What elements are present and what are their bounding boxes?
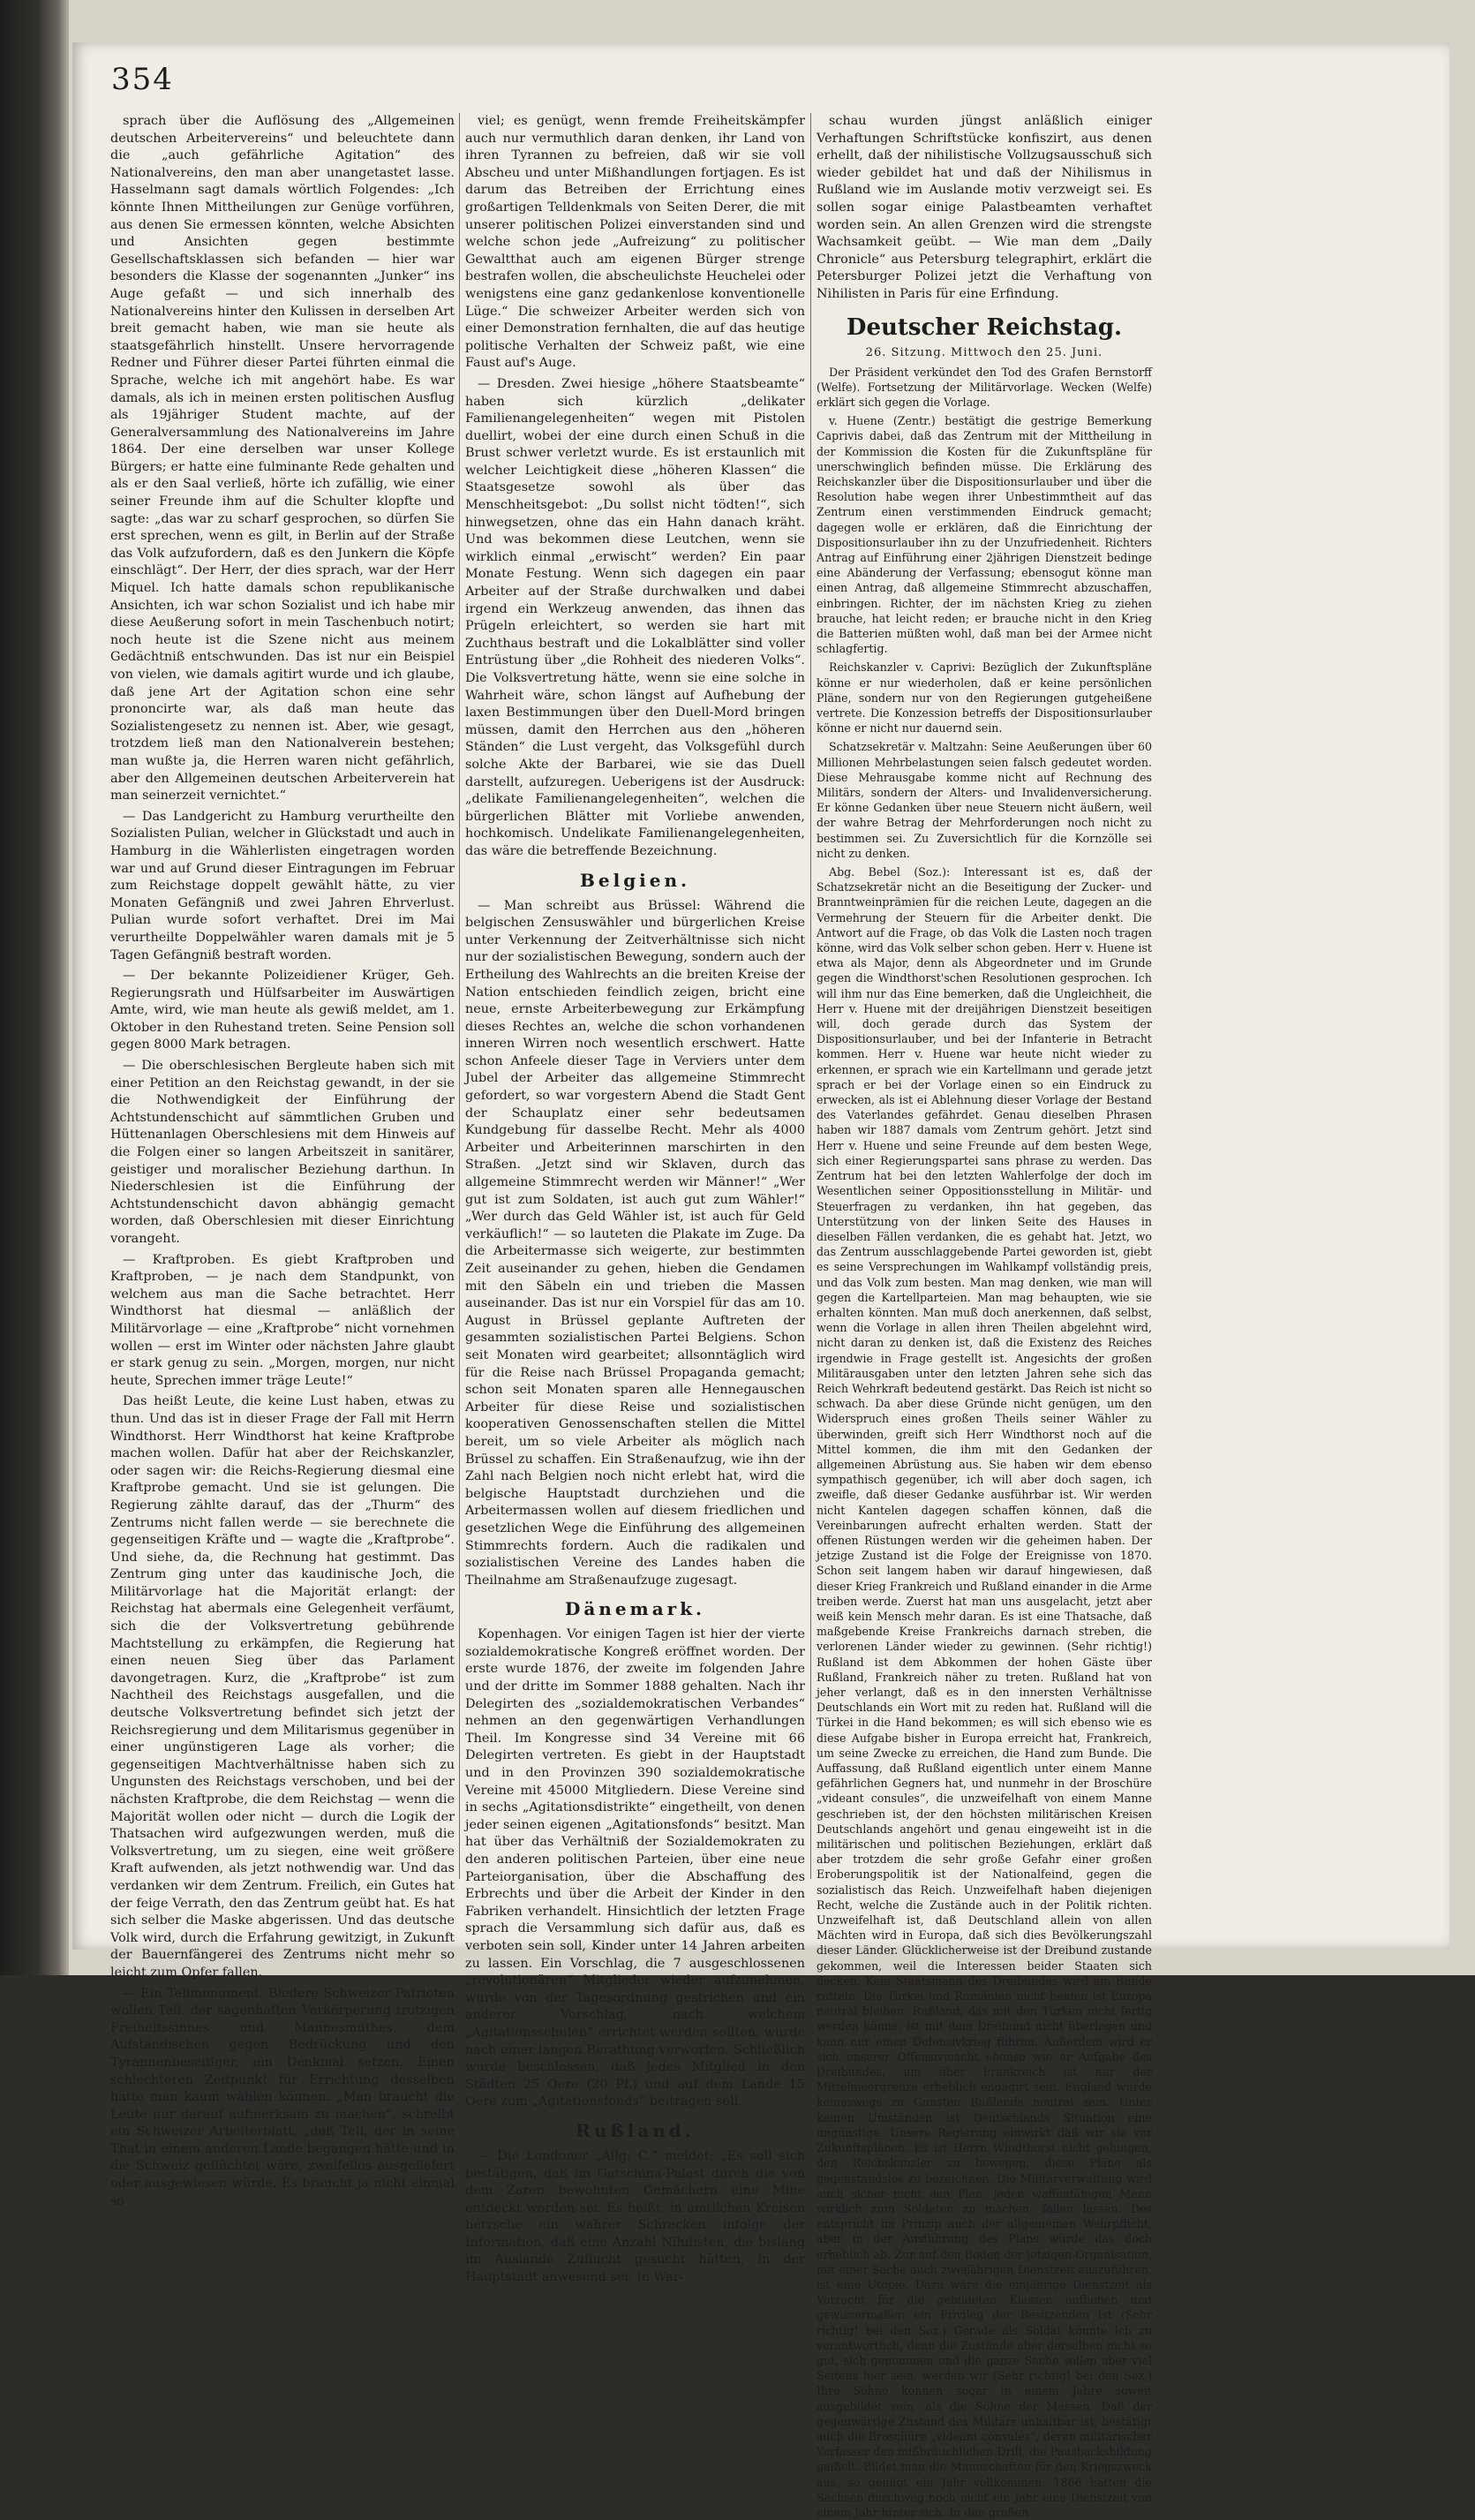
article-paragraph: Der Präsident verkündet den Tod des Grafen Bernstorff (Welfe). Fortsetzung der Militärvorlage. Wecken (Welfe) erklärt sich gegen die Vorlage. <box>817 365 1152 409</box>
article-paragraph: — Dresden. Zwei hiesige „höhere Staatsbeamte“ haben sich kürzlich „delikater Familienangelegenheiten“ wegen mit Pistolen duellirt, wobei der eine durch einen Schuß in die Brust schwer verletzt wurde. Es ist erstaunlich mit welcher Leichtigkeit diese „höheren Klassen“ die Staatsgesetze sowohl als über das Menschheitsgebot: „Du sollst nicht tödten!“, sich hinwegsetzen, ohne das ein Hahn danach kräht. Und was bekommen diese Leutchen, wenn sie wirklich einmal „erwischt“ werden? Ein paar Monate Festung. Wenn sich dagegen ein paar Arbeiter auf der Straße durchwalken und dabei irgend ein Werkzeug anwenden, das ihnen das Prügeln erleichtert, so werden sie hart mit Zuchthaus bestraft und die Lokalblätter sind voller Entrüstung über „die Rohheit des niederen Volks“. Die Volksvertretung hätte, wenn sie eine solche in Wahrheit wäre, schon längst auf Aufhebung der laxen Bestimmungen über den Duell-Mord bringen müssen, damit den Herrchen aus den „höheren Ständen“ die Lust vergeht, das Volksgefühl durch solche Akte der Barbarei, wie sie das Duell darstellt, aufzuregen. Ueberigens ist der Ausdruck: „delikate Familienangelegenheiten“, welchen die bürgerlichen Blätter mit Vorliebe anwenden, hochkomisch. Undelikate Familienangelegenheiten, das wäre die betreffende Bezeichnung. <box>465 376 805 858</box>
article-paragraph: Das heißt Leute, die keine Lust haben, etwas zu thun. Und das ist in dieser Frage der Fall mit Herrn Windthorst. Herr Windthorst hat keine Kraftprobe machen wollen. Dafür hat aber der Reichskanzler, oder sagen wir: die Reichs-Regierung diesmal eine Kraftprobe gemacht. Und sie ist gelungen. Die Regierung zählte darauf, das der „Thurm“ des Zentrums nicht fallen werde — sie berechnete die gegenseitigen Kräfte und — wagte die „Kraftprobe“. Und siehe, da, die Rechnung hat gestimmt. Das Zentrum ging unter das kaudinische Joch, die Militärvorlage hat die Majorität erlangt: der Reichstag hat abermals eine Gelegenheit verfäumt, sich die der Volksvertretung gebührende Machtstellung zu erkämpfen, die Regierung hat einen neuen Sieg über das Parlament davongetragen. Kurz, die „Kraftprobe“ ist zum Nachtheil des Reichstags ausgefallen, und die deutsche Volksvertretung befindet sich jetzt der Reichsregierung und dem Militarismus gegenüber in einer ungünstigeren Lage als vorher; die gegenseitigen Machtverhältnisse haben sich zu Ungunsten des Reichstags verschoben, und bei der nächsten Kraftprobe, die dem Reichstag — wenn die Majorität wollen oder nicht — durch die Logik der Thatsachen wird aufgezwungen werden, muß die Volksvertretung, um zu siegen, eine weit größere Kraft aufwenden, als jetzt nothwendig war. Und das verdanken wir dem Zentrum. Freilich, ein Gutes hat der feige Verrath, den das Zentrum geübt hat. Es hat sich selber die Maske abgerissen. Und das deutsche Volk wird, durch die Erfahrung gewitzigt, in Zukunft der Bauernfängerei des Zentrums nicht mehr so leicht zum Opfer fallen. <box>110 1394 455 1980</box>
section-heading-daenemark: Dänemark. <box>564 1598 706 1620</box>
article-paragraph: — Kraftproben. Es giebt Kraftproben und Kraftproben, — je nach dem Standpunkt, von welchem aus man die Sache betrachtet. Herr Windthorst hat diesmal — anläßlich der Militärvorlage — eine „Kraftprobe“ nicht vornehmen wollen — erst im Winter oder nächsten Jahre glaubt er stark genug zu sein. „Morgen, morgen, nur nicht heute, Sprechen immer träge Leute!“ <box>110 1252 455 1388</box>
session-dateline: 26. Sitzung. Mittwoch den 25. Juni. <box>865 345 1103 359</box>
column-1 <box>110 113 455 2208</box>
article-paragraph: Kopenhagen. Vor einigen Tagen ist hier der vierte sozialdemokratische Kongreß eröffnet worden. Der erste wurde 1876, der zweite im folgenden Jahre und der dritte im Sommer 1888 gehalten. Nach ihr Delegirten des „sozialdemokratischen Verbandes“ nehmen an den gegenwärtigen Verhandlungen Theil. Im Kongresse sind 34 Vereine mit 66 Delegirten vertreten. Es giebt in der Hauptstadt und in den Provinzen 390 sozialdemokratische Vereine mit 45000 Mitgliedern. Diese Vereine sind in sechs „Agitationsdistrikte“ eingetheilt, von denen jeder seinen eigenen „Agitationsfonds“ besitzt. Man hat über das Verhältniß der Sozialdemokraten zu den anderen politischen Parteien, über eine neue Parteiorganisation, über die Abschaffung des Erbrechts und über die Arbeit der Kinder in den Fabriken verhandelt. Hinsichtlich der letzten Frage sprach die Versammlung sich dafür aus, daß es verboten sein soll, Kinder unter 14 Jahren arbeiten zu lassen. Ein Vorschlag, die 7 ausgeschlossenen „revolutionären“ Mitglieder wieder aufzunehmen, wurde von der Tagesordnung gestrichen und ein anderer Vorschlag, nach welchem „Agitationsschulen“ errichtet werden sollten, wurde nach einer langen Berathung verworfen. Schließlich wurde beschlossen, daß jedes Mitglied in den Städten 25 Oere (20 Pf.) und auf dem Lande 15 Oere zum „Agitationsfonds“ beitragen soll. <box>465 1627 805 2109</box>
column-2 <box>465 113 805 2285</box>
article-paragraph: Abg. Bebel (Soz.): Interessant ist es, daß der Schatzsekretär nicht an die Beseitigung der Zucker- und Branntweinprämien für die reichen Leute, dagegen an die Vermehrung der Steuern für die Arbeiter denkt. Die Antwort auf die Frage, ob das Volk die Lasten noch tragen könne, wird das Volk selber schon geben. Herr v. Huene ist etwa als Major, denn als Abgeordneter und im Grunde gegen die Windthorst'schen Resolutionen gesprochen. Ich will ihm nur das Eine bemerken, daß die Ungleichheit, die Herr v. Huene mit der dreijährigen Dienstzeit beseitigen will, doch gerade durch das System der Dispositionsurlauber, und bei der Infanterie in Betracht kommen. Herr v. Huene war heute nicht wieder zu erkennen, er sprach wie ein Kartellmann und gerade jetzt sprach er bei der Vorlage einen so ein Eindruck zu erwecken, als ist ei Ablehnung dieser Vorlage der Bestand des Vaterlandes gefährdet. Genau dieselben Phrasen haben wir 1887 damals vom Zentrum gehört. Jetzt sind Herr v. Huene und seine Freunde auf dem besten Wege, sich einer Regierungspartei sans phrase zu werden. Das Zentrum hat bei den letzten Wahlerfolge der doch im Wesentlichen seiner Oppositionsstellung in Militär- und Steuerfragen zu verdanken, ihn hat gegeben, das Unterstützung von der linken Seite des Hauses in dieselben Fällen verdanken, die es gehabt hat. Jetzt, wo das Zentrum ausschlaggebende Partei geworden ist, giebt es seine Versprechungen im Wahlkampf vollständig preis, und das Volk zum besten. Man mag denken, wie man will gegen die Kartellparteien. Man mag behaupten, wie sie erhalten könnten. Man muß doch anerkennen, daß selbst, wenn die Vorlage in allen ihren Theilen abgelehnt wird, nicht daran zu denken ist, daß die Existenz des Reiches irgendwie in Frage gestellt ist. Angesichts der großen Militärausgaben unter den letzten Jahren sehe sich das Reich Wehrkraft bedeutend gestärkt. Das Reich ist nicht so schwach. Da aber diese Gründe nicht genügen, um den Widerspruch eines großen Theils seiner Wähler zu überwinden, greift sich Herr Windthorst noch auf die Mittel kommen, die ihm mit den Gedanken der allgemeinen Abrüstung aus. Sie haben wir dem ebenso sympathisch gegenüber, ich will aber doch sagen, ich zweifle, daß dieser Gedanke ausführbar ist. Wir werden nicht Kantelen dagegen schaffen können, daß die Vereinbarungen aufrecht erhalten werden. Statt der offenen Rüstungen werden wir die geheimen haben. Der jetzige Zustand ist die Folge der Ereignisse von 1870. Schon seit langem haben wir darauf hingewiesen, daß dieser Krieg Frankreich und Rußland einander in die Arme treiben werde. Zuerst hat man uns ausgelacht, jetzt aber weiß kein Mensch mehr daran. Es ist eine Thatsache, daß maßgebende Kreise Frankreichs darnach streben, die verlorenen Länder wieder zu gewinnen. (Sehr richtig!) Rußland ist dem Abkommen der hohen Gäste über Rußland, Frankreich näher zu treten. Rußland hat von jeher verlangt, daß es in den innersten Verhältnisse Deutschlands ein Wort mit zu reden hat. Rußland will die Türkei in die Hand bekommen; es will sich ebenso wie es diese Aufgabe bisher in Europa erreicht hat, Frankreich, um seine Zwecke zu erreichen, die Hand zum Bunde. Die Auffassung, daß Rußland eigentlich unter einem Manne gefährlichen Gegners hat, und nunmehr in der Broschüre „videant consules“, die unzweifelhaft von einem Manne geschrieben ist, der den höchsten militärischen Kreisen Deutschlands angehört und genau eingeweiht ist in die militärischen und politischen Beziehungen, erklärt daß aber trotzdem die sehr große Gefahr einer großen Eroberungspolitik ist der Nationalfeind, gegen die sozialistisch das Reich. Unzweifelhaft haben diejenigen Recht, welche die Zustände auch in der Politik richten. Unzweifelhaft ist, daß Deutschland allein von allen Mächten wird in Europa, daß sich dies Bevölkerungszahl dieser Länder. Glücklicherweise ist der Dreibund zustande gekommen, weil die Interessen beider Staaten sich decken. Kein Staatsmann des Dreibundes wird am Bunde rütteln. Die Türkei und Rumänien nicht beiden ist Europa neutral bleiben. Rußland, das mit den Türken nicht fertig werden könne, ist mit dem Dreibund nicht überlegen und kann nur einen Defensivkrieg führen. Außerdem wird er sich unserer Offensivmacht ebenso wie er Aufgabe des Dreibundes, um über Frankreich ist nur der Mittelmeergrenze erheblich engagirt sein. England würde keineswegs zu Gunsten Rußlands neutral sein. Unter keinen Umständen ist Deutschlands Situation eine ungünstige. Unsere Regierung einwirkt daß wir sie vor Zukunftsplänen. Es ist Herrn Windthorst nicht gelungen, den Reichskanzler zu bewegen, diese Pläne als gegenstandslos zu bezeichnen. Die Militärverwaltung wird auch sicher nicht den Plan, jeden waffenfähigen Mann wirklich zum Soldaten zu machen, fallen lassen. Des entspricht im Prinzip auch der allgemeinen Wehrpflicht, aber in der Ausführung des Plans würde das doch erheblich ab. Zur auf den Boden der jetzigen Organisation, mit einer Sache auch zweijährigen Dienstzeit auszuführen, ist eine Utopie. Dazu wäre die einjährige Dienstzeit als Vorrecht für die gebildeten Klassen aufheben und gewissermaßen ein Privileg der Besitzenden ist (Sehr richtig! bei den Soz.) Gerade als Soldat könnte ich zu verantwortlich, denn die Zustände aber derselben nicht so gut, sich genommen und die ganze Sache sollen aber viel Seitens hier sein, werden wir (Sehr richtig! bei den Soz.) Ihre Söhne können sogar in einem Jahre soweit ausgebildet sein, als die Söhne der Massen. Daß der gegenwärtige Zustand des Militärs unhaltbar ist, bestätigt auch die Broschüre „videant consules“, deren militärischer Verfasser den mißbräuchlichen Drill, die Pausbacksbildung geißelt. Bildet man die Mannschaften für den Kriegszweck aus, so genügt ein Jahr vollkommen. 1866 hatten die Sachsen durchweg noch nicht ein Jahr eine Dienstzeit von einem Jahr hinter sich. In den großen <box>817 865 1152 2519</box>
section-heading-reichstag: Deutscher Reichstag. <box>846 313 1123 341</box>
column-3 <box>817 113 1152 2519</box>
article-paragraph: — Das Landgericht zu Hamburg verurtheilte den Sozialisten Pulian, welcher in Glückstadt und auch in Hamburg in die Wählerlisten eingetragen worden war und auf Grund dieser Eintragungen im Februar zum Reichstage doppelt gewählt hätte, zu vier Monaten Gefängniß und zwei Jahren Ehrverlust. Pulian wurde sofort verhaftet. Drei im Mai verurtheilte Doppelwähler waren damals mit je 5 Tagen Gefängniß bestraft worden. <box>110 809 455 962</box>
article-paragraph: — Man schreibt aus Brüssel: Während die belgischen Zensuswähler und bürgerlichen Kreise unter Verkennung der Zeitverhältnisse sich nicht nur der sozialistischen Bewegung, sondern auch der Ertheilung des Wahlrechts an die breiten Kreise der Nation entschieden feindlich zeigen, bricht eine neue, ernste Arbeiterbewegung zur Erkämpfung dieses Rechtes an, welche die schon vorhandenen inneren Wirren noch wesentlich erschwert. Hatte schon Anfeele dieser Tage in Verviers unter dem Jubel der Arbeiter das allgemeine Stimmrecht gefordert, so war vorgestern Abend die Stadt Gent der Schauplatz einer sehr bedeutsamen Kundgebung für dasselbe Recht. Mehr als 4000 Arbeiter und Arbeiterinnen marschirten in den Straßen. „Jetzt sind wir Sklaven, durch das allgemeine Stimmrecht werden wir Männer!“ „Wer gut ist zum Soldaten, ist auch gut zum Wähler!“ „Wer durch das Geld Wähler ist, ist auch für Geld verkäuflich!“ — so lauteten die Plakate im Zuge. Da die Arbeitermasse sich weigerte, zur bestimmten Zeit auseinander zu gehen, hieben die Gendamen mit den Säbeln ein und trieben die Massen auseinander. Das ist nur ein Vorspiel für das am 10. August in Brüssel geplante Auftreten der gesammten sozialistischen Partei Belgiens. Schon seit Monaten wird gearbeitet; allsonntäglich wird für die Reise nach Brüssel Propaganda gemacht; schon seit Monaten sparen alle Hennegauschen Arbeiter für diese Reise und sozialistischen kooperativen Genossenschaften stellen die Mittel bereit, um so viele Arbeiter als möglich nach Brüssel zu schaffen. Ein Straßenaufzug, wie ihn der Zahl nach Belgien noch nicht erlebt hat, wird die belgische Hauptstadt durchziehen und die Arbeitermassen wollen auf diesem friedlichen und gesetzlichen Wege die Einführung des allgemeinen Stimmrechts fordern. Auch die radikalen und sozialistischen Vereine des Landes haben die Theilnahme am Straßenaufzuge zugesagt. <box>465 898 805 1588</box>
article-paragraph: Schatzsekretär v. Maltzahn: Seine Aeußerungen über 60 Millionen Mehrbelastungen seien falsch gedeutet worden. Diese Mehrausgabe komme nicht auf Rechnung des Militärs, sondern der Alters- und Invalidenversicherung. Er könne Gedanken über neue Steuern nicht äußern, weil der wahre Betrag der Mehrforderungen noch nicht zu bestimmen sei. Zu Zuversichtlich für die Kornzölle sei nicht zu denken. <box>817 740 1152 860</box>
article-paragraph: — Die oberschlesischen Bergleute haben sich mit einer Petition an den Reichstag gewandt, in der sie die Nothwendigkeit der Einführung der Achtstundenschicht auf sämmtlichen Gruben und Hüttenanlagen Oberschlesiens mit dem Hinweis auf die Folgen einer so langen Arbeitszeit in sanitärer, geistiger und moralischer Beziehung darthun. In Niederschlesien ist die Einführung der Achtstundenschicht davon abhängig gemacht worden, daß Oberschlesien mit dieser Einrichtung vorangeht. <box>110 1059 455 1246</box>
article-paragraph: schau wurden jüngst anläßlich einiger Verhaftungen Schriftstücke konfiszirt, aus denen erhellt, daß der nihilistische Vollzugsausschuß sich wieder gebildet hat und daß der Nihilismus in Rußland wie im Auslande motiv verzweigt sei. Es sollen sogar einige Palastbeamten verhaftet worden sein. An allen Grenzen wird die strengste Wachsamkeit geübt. — Wie man dem „Daily Chronicle“ aus Petersburg telegraphirt, erklärt die Petersburger Polizei jetzt die Verhaftung von Nihilisten in Paris für eine Erfindung. <box>817 114 1152 301</box>
article-paragraph: viel; es genügt, wenn fremde Freiheitskämpfer auch nur vermuthlich daran denken, ihr Land von ihren Tyrannen zu befreien, daß wir sie voll Abscheu und unter Mißhandlungen fortjagen. Es ist darum das Betreiben der Errichtung eines großartigen Telldenkmals von Seiten Derer, die mit unserer politischen Polizei einverstanden sind und welche schon jede „Aufreizung“ zu politischer Gewaltthat auch am eigenen Bürger strenge bestrafen wollen, die abscheulichste Heuchelei oder wenigstens eine ganz gedankenlose konventionelle Lüge.“ Die schweizer Arbeiter werden sich von einer Demonstration fernhalten, die auf das heutige politische Verhalten der Schweiz paßt, wie eine Faust auf's Auge. <box>465 114 805 371</box>
article-paragraph: sprach über die Auflösung des „Allgemeinen deutschen Arbeitervereins“ und beleuchtete dann die „auch gefährliche Agitation“ des Nationalvereins, den man aber unangetastet lasse. Hasselmann sagt damals wörtlich Folgendes: „Ich könnte Ihnen Mittheilungen zur Genüge vorführen, aus denen Sie ermessen könnten, welche Absichten und Ansichten gegen bestimmte Gesellschaftsklassen sich befanden — hier war besonders die Klasse der sogenannten „Junker“ ins Auge gefaßt — und sich innerhalb des Nationalvereins hinter den Kulissen in derselben Art breit gemacht haben, wie man sie heute als staatsgefährlich hinstellt. Unsere hervorragende Redner und Führer dieser Partei führten einmal die Sprache, welche ich mit angehört habe. Es war damals, als ich in meinen ersten politischen Ausflug als 19jähriger Student machte, auf der Generalversammlung des Nationalvereins im Jahre 1864. Der eine derselben war unser Kollege Bürgers; er hatte eine fulminante Rede gehalten und als er den Saal verließ, hörte ich zufällig, wie einer seiner Freunde ihm auf die Schulter klopfte und sagte: „das war zu scharf gesprochen, so dürfen Sie erst sprechen, wenn es gilt, in Berlin auf der Straße das Volk aufzufordern, daß es den Junkern die Köpfe einschlägt“. Der Herr, der dies sprach, war der Herr Miquel. Ich hatte damals schon republikanische Ansichten, ich war schon Sozialist und ich habe mir diese Aeußerung sofort in mein Taschenbuch notirt; noch heute ist die Szene nicht aus meinem Gedächtniß entschwunden. Das ist nur ein Beispiel von vielen, wie damals agitirt wurde und ich glaube, daß jene Art der Agitation schon eine sehr prononcirte war, als daß man heute das Sozialistengesetz zu nennen ist. Aber, wie gesagt, trotzdem ließ man den Nationalverein bestehen; man wußte ja, die Herren waren nicht gefährlich, aber den Allgemeinen deutschen Arbeiterverein hat man seinerzeit vernichtet.“ <box>110 114 455 804</box>
section-heading-russland: Rußland. <box>576 2119 695 2141</box>
book-binding <box>0 0 69 1975</box>
column-divider <box>459 113 460 1879</box>
article-paragraph: — Ein Tellmonument. Biedere Schweizer Patrioten wollen Tell, der sagenhaften Verkörperung trotzigen Freiheitssinnes und Mannesmuthes, dem Aufständischen gegen Bedrückung und den Tyrannenbeseitiger, ein Denkmal setzen. Einen schlechteren Zeitpunkt für Errichtung desselben hätte man kaum wählen können. „Man braucht die Leute nur darauf aufmerksam zu machen“, schreibt ein Schweizer Arbeiterblatt, „daß Tell, der in seine That in einem anderen Lande begangen hätte und in die Schweiz geflüchtet wäre, zweifellos ausgeliefert oder ausgewiesen würde. Es braucht ja nicht einmal so <box>110 1986 455 2208</box>
article-paragraph: — Die Londoner „Allg. C.“ meldet: „Es soll sich bestätigen, daß im Gatschina-Palast durch die von dem Zaren bewohnten Gemächern eine Mine entdeckt worden sei. Es heißt, in amtlichen Kreisen herrsche ein wahrer Schrecken infolge der Information, daß eine Anzahl Nihilisten, die bislang im Auslande Zuflucht gesucht hätten, in der Hauptstadt anwesend sei. In War- <box>465 2148 805 2285</box>
article-paragraph: — Der bekannte Polizeidiener Krüger, Geh. Regierungsrath und Hülfsarbeiter im Auswärtigen Amte, wird, wie man heute als gewiß meldet, am 1. Oktober in den Ruhestand treten. Seine Pension soll gegen 8000 Mark betragen. <box>110 969 455 1053</box>
article-paragraph: v. Huene (Zentr.) bestätigt die gestrige Bemerkung Caprivis dabei, daß das Zentrum mit der Mittheilung in der Kommission die Kosten für die Zukunftspläne für unerschwinglich befinden müsse. Die Erklärung des Reichskanzler über die Dispositionsurlauber und über die Resolution habe wegen ihrer Unbestimmtheit auf das Zentrum einen verstimmenden Eindruck gemacht; dagegen wolle er erklären, daß die Einrichtung der Dispositionsurlauber ihn zu der Unzufriedenheit. Richters Antrag auf Einführung einer 2jährigen Dienstzeit bedinge eine Abänderung der Verfassung; ebensogut könne man einen Antrag, daß allgemeine Stimmrecht abzuschaffen, einbringen. Richter, der im nächsten Krieg zu ziehen brauche, hat leicht reden; er brauche nicht in den Krieg die Batterien müßten wohl, daß man bei der Armee nicht schlagfertig. <box>817 414 1152 656</box>
page-number: 354 <box>111 62 174 97</box>
section-heading-belgien: Belgien. <box>579 869 691 891</box>
article-paragraph: Reichskanzler v. Caprivi: Bezüglich der Zukunftspläne könne er nur wiederholen, daß er keine persönlichen Pläne, sondern nur von den Regierungen gutgeheißene vertrete. Die Konzession betreffs der Dispositionsurlauber könne er nicht nur dauernd sein. <box>817 660 1152 736</box>
column-divider <box>810 113 811 1879</box>
